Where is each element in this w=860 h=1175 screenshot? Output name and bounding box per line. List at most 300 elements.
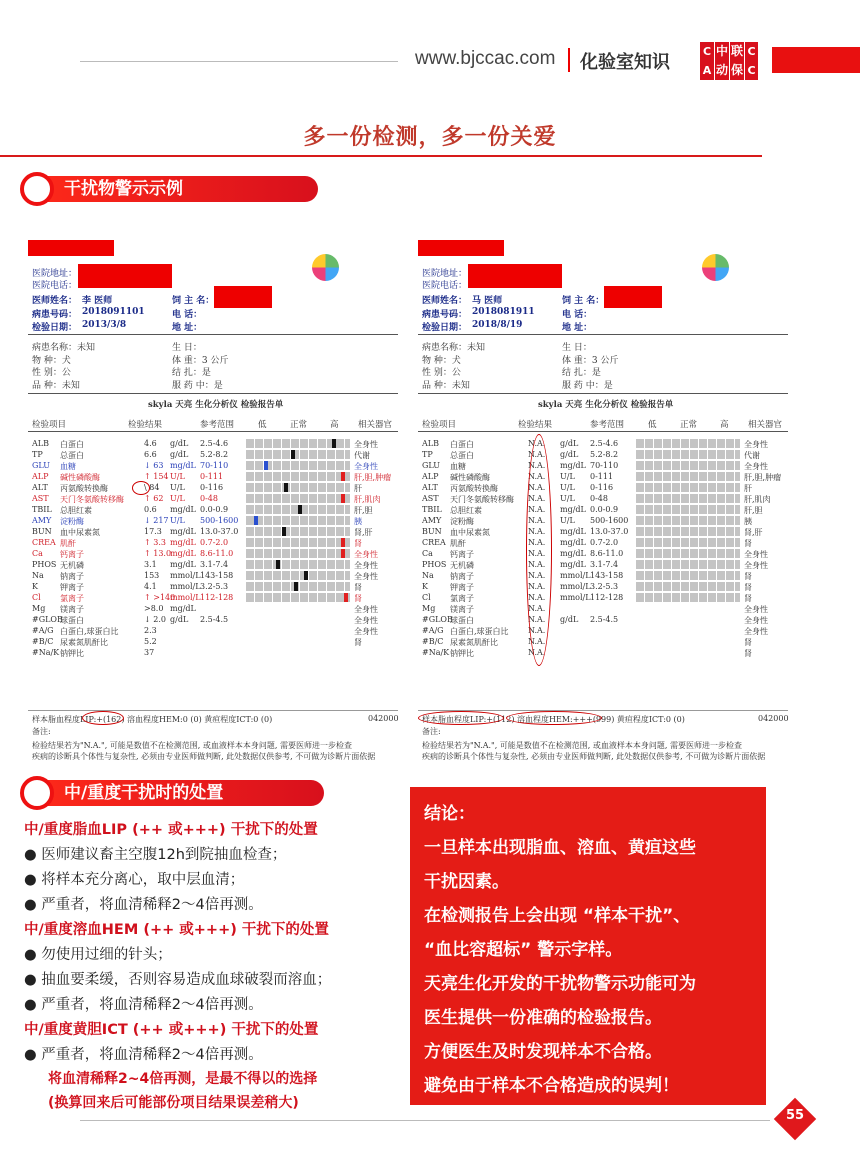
row-name: 白蛋白 [450, 440, 474, 449]
row-name: 碱性磷酸酶 [450, 473, 490, 482]
table-row [28, 439, 398, 450]
row-value: ↑ 13.0 [144, 549, 172, 558]
row-unit: g/dL [560, 450, 579, 459]
pet-info-right-1: 体 重：3 公斤 [172, 355, 229, 366]
table-row [28, 560, 398, 571]
row-organ: 代谢 [354, 451, 370, 460]
hospital-phone-label: 医院电话： [422, 281, 468, 291]
row-name: 球蛋白 [60, 616, 84, 625]
range-marker [344, 593, 348, 602]
table-row [28, 472, 398, 483]
row-value: N.A. [528, 527, 546, 536]
row-unit: mg/dL [560, 549, 586, 558]
row-name: 总胆红素 [450, 506, 482, 515]
site-url[interactable]: www.bjccac.com [415, 48, 556, 69]
cacc-logo: C 中 联 C A 动 保 C [700, 42, 758, 80]
header-rule [80, 61, 398, 62]
row-unit: g/dL [170, 615, 189, 624]
doctor-label: 医师姓名： [422, 296, 468, 306]
table-row [28, 516, 398, 527]
divider [418, 334, 788, 335]
pet-info-right-0: 生 日： [562, 343, 592, 353]
table-row [418, 527, 788, 538]
row-unit: U/L [170, 494, 185, 503]
range-marker [291, 450, 295, 459]
row-code: PHOS [422, 560, 447, 569]
conclusion-line: 方便医生及时发现样本不合格。 [424, 1042, 662, 1062]
row-ref: 500-1600 [200, 516, 239, 525]
report-title: skyla 天亮 生化分析仪 检验报告单 [538, 400, 674, 410]
row-code: PHOS [32, 560, 57, 569]
hospital-info-redacted [468, 264, 562, 288]
row-value: 37 [144, 648, 155, 657]
pet-info-2: 性 别：公 [422, 368, 461, 378]
range-bar [246, 571, 350, 580]
row-unit: mg/dL [170, 560, 196, 569]
row-code: Ca [32, 549, 43, 558]
row-ref: 112-128 [590, 593, 624, 602]
table-row [28, 538, 398, 549]
row-code: Cl [422, 593, 431, 602]
row-organ: 全身性 [354, 616, 378, 625]
treatment-ti: 中/重度脂血LIP (++ 或+++) 干扰下的处置 [24, 822, 318, 838]
col-header-0: 检验项目 [422, 420, 457, 430]
range-bar [636, 571, 740, 580]
row-unit: U/L [170, 483, 185, 492]
row-unit: g/dL [560, 615, 579, 624]
lab-name-redacted [418, 240, 504, 256]
row-unit: g/dL [560, 439, 579, 448]
range-marker [341, 472, 345, 481]
row-organ: 全身性 [354, 462, 378, 471]
row-code: #B/C [422, 637, 444, 646]
remark-label: 备注: [422, 727, 441, 736]
row-organ: 肾 [744, 649, 752, 658]
range-bar [246, 450, 350, 459]
treatment-note: 将血清稀释2~4倍再测，是最不得以的选择 [48, 1071, 318, 1087]
row-ref: 0-111 [590, 472, 614, 481]
divider [28, 710, 398, 711]
col-header-2: 参考范围 [200, 420, 235, 430]
row-ref: 500-1600 [590, 516, 629, 525]
row-organ: 全身性 [744, 605, 768, 614]
table-row [418, 648, 788, 659]
row-value: N.A. [528, 615, 546, 624]
remark-label: 备注: [32, 727, 51, 736]
range-bar [246, 560, 350, 569]
footnote-2: 疾病的诊断具个体性与复杂性, 必须由专业医师做判断, 此处数据仅供参考, 不可做为诊断片面依据 [422, 752, 766, 761]
range-marker [284, 483, 288, 492]
range-bar [636, 560, 740, 569]
pet-info-3: 品 种：未知 [422, 380, 470, 391]
row-unit: mmol/L [560, 593, 591, 602]
row-unit: U/L [560, 472, 575, 481]
row-value: N.A. [528, 593, 546, 602]
treatment-note: (换算回来后可能部份项目结果误差稍大) [48, 1095, 299, 1111]
row-value: N.A. [528, 549, 546, 558]
table-row [418, 439, 788, 450]
owner-name-redacted [604, 286, 662, 308]
row-name: 钠钾比 [60, 649, 84, 658]
row-organ: 全身性 [354, 440, 378, 449]
table-row [28, 571, 398, 582]
row-ref: 3.1-7.4 [200, 560, 229, 569]
row-value: N.A. [528, 571, 546, 580]
row-unit: mg/dL [170, 461, 196, 470]
table-row [28, 494, 398, 505]
range-marker [282, 527, 286, 536]
row-unit: mmol/L [560, 582, 591, 591]
row-ref: 70-110 [200, 461, 229, 470]
range-bar [636, 538, 740, 547]
row-code: #Na/K [422, 648, 450, 657]
table-row [28, 461, 398, 472]
row-ref: 13.0-37.0 [590, 527, 629, 536]
table-row [28, 593, 398, 604]
range-bar [636, 505, 740, 514]
range-marker [264, 461, 268, 470]
row-name: 总蛋白 [60, 451, 84, 460]
row-ref: 3.1-7.4 [590, 560, 619, 569]
row-name: 无机磷 [60, 561, 84, 570]
row-value: N.A. [528, 439, 546, 448]
row-code: K [32, 582, 38, 591]
row-ref: 3.2-5.3 [590, 582, 619, 591]
row-code: AMY [422, 516, 442, 525]
row-organ: 肝,胆,肿瘤 [744, 473, 782, 482]
table-row [28, 615, 398, 626]
conclusion-line: 天亮生化开发的干扰物警示功能可为 [424, 974, 696, 994]
date-value: 2013/3/8 [82, 320, 127, 330]
range-marker [341, 538, 345, 547]
table-row [28, 549, 398, 560]
row-organ: 肝,胆 [744, 506, 763, 515]
footnote-2: 疾病的诊断具个体性与复杂性, 必须由专业医师做判断, 此处数据仅供参考, 不可做为诊断片面依据 [32, 752, 376, 761]
row-name: 钠离子 [60, 572, 84, 581]
header-red-bar [772, 47, 860, 73]
row-ref: 112-128 [200, 593, 234, 602]
row-name: 无机磷 [450, 561, 474, 570]
row-unit: mg/dL [170, 604, 196, 613]
row-ref: 0-111 [200, 472, 224, 481]
row-organ: 肾 [354, 583, 362, 592]
section-title-interference-examples: 干扰物警示示例 [24, 176, 318, 202]
hospital-address-label: 医院地址： [422, 269, 468, 279]
row-value: N.A. [528, 516, 546, 525]
footnote-1: 检验结果若为"N.A.", 可能是数值不在检测范围, 或血液样本本身问题, 需要医师进一步检查 [32, 741, 352, 750]
row-unit: mg/dL [560, 461, 586, 470]
row-value: ↓ 2.0 [144, 615, 166, 624]
row-name: 肌酐 [60, 539, 76, 548]
table-row [418, 615, 788, 626]
row-name: 球蛋白 [450, 616, 474, 625]
range-bar [246, 538, 350, 547]
row-code: #GLOB [32, 615, 63, 624]
pet-info-0: 病患名称：未知 [422, 343, 486, 353]
pet-info-3: 品 种：未知 [32, 380, 80, 391]
treatment-bl: ● 将样本充分离心，取中层血清； [24, 868, 244, 889]
range-bar [246, 516, 350, 525]
row-value: N.A. [528, 560, 546, 569]
row-ref: 5.2-8.2 [200, 450, 229, 459]
range-marker [298, 505, 302, 514]
conclusion-line: 避免由于样本不合格造成的误判！ [424, 1076, 679, 1096]
row-ref: 5.2-8.2 [590, 450, 619, 459]
row-ref: 0-48 [590, 494, 608, 503]
row-ref: 143-158 [200, 571, 234, 580]
row-organ: 肝,肌肉 [744, 495, 771, 504]
na-column-oval [526, 434, 552, 666]
row-code: AMY [32, 516, 52, 525]
range-bar [246, 494, 350, 503]
row-value: ↑ >140 [144, 593, 176, 602]
row-value: 3.1 [144, 560, 157, 569]
col-header-4: 正常 [680, 420, 698, 430]
footnote-1: 检验结果若为"N.A.", 可能是数值不在检测范围, 或血液样本本身问题, 需要医师进一步检查 [422, 741, 742, 750]
pet-info-right-3: 服 药 中：是 [562, 380, 613, 391]
row-name: 血糖 [60, 462, 76, 471]
row-ref: 0-48 [200, 494, 218, 503]
range-bar [636, 516, 740, 525]
row-unit: mg/dL [560, 538, 586, 547]
treatment-bl: ● 严重者，将血清稀释2～4倍再测。 [24, 993, 263, 1014]
row-organ: 全身性 [354, 572, 378, 581]
row-organ: 肾 [744, 572, 752, 581]
owner-label: 饲 主 名： [562, 296, 605, 306]
row-ref: 2.5-4.5 [590, 615, 619, 624]
range-marker [341, 494, 345, 503]
row-unit: U/L [560, 483, 575, 492]
col-header-4: 正常 [290, 420, 308, 430]
row-ref: 0.7-2.0 [200, 538, 229, 547]
row-ref: 0-116 [590, 483, 614, 492]
row-unit: mmol/L [170, 582, 201, 591]
hem-highlight-oval [506, 711, 602, 725]
row-name: 钾离子 [450, 583, 474, 592]
case-value: 2018081911 [472, 307, 535, 317]
pill-circle-icon [20, 776, 54, 810]
doctor-value: 李 医师 [82, 296, 113, 306]
treatment-bl: ● 抽血要柔缓，否则容易造成血球破裂而溶血； [24, 968, 331, 989]
row-value: 2.3 [144, 626, 157, 635]
range-marker [294, 582, 298, 591]
row-code: TBIL [422, 505, 442, 514]
case-label: 病患号码： [422, 310, 468, 320]
col-header-3: 低 [648, 420, 657, 430]
row-name: 总胆红素 [60, 506, 92, 515]
row-unit: mmol/L [170, 593, 201, 602]
row-organ: 代谢 [744, 451, 760, 460]
row-code: TBIL [32, 505, 52, 514]
row-organ: 肾 [354, 638, 362, 647]
row-organ: 肝,肌肉 [354, 495, 381, 504]
row-code: #A/G [422, 626, 444, 635]
row-unit: g/dL [170, 450, 189, 459]
range-bar [246, 483, 350, 492]
row-unit: mg/dL [560, 527, 586, 536]
range-bar [246, 582, 350, 591]
row-code: #A/G [32, 626, 54, 635]
address-label: 地 址： [562, 323, 593, 333]
range-bar [636, 549, 740, 558]
page-number: 55 [785, 1108, 805, 1123]
header-separator [568, 48, 570, 72]
row-name: 镁离子 [60, 605, 84, 614]
treatment-bl: ● 严重者，将血清稀释2～4倍再测。 [24, 1043, 263, 1064]
table-row [418, 637, 788, 648]
table-row [28, 527, 398, 538]
skyla-logo-icon [702, 254, 729, 281]
row-organ: 肾 [744, 638, 752, 647]
row-name: 血中尿素氮 [60, 528, 100, 537]
row-value: \ 84 [144, 483, 160, 492]
row-ref: 3.2-5.3 [200, 582, 229, 591]
row-name: 血糖 [450, 462, 466, 471]
row-value: ↓ 63 [144, 461, 164, 470]
row-code: TP [422, 450, 433, 459]
conclusion-line: 干扰因素。 [424, 872, 509, 892]
range-bar [636, 472, 740, 481]
row-value: 4.6 [144, 439, 157, 448]
row-name: 白蛋白 [60, 440, 84, 449]
row-organ: 全身性 [744, 550, 768, 559]
range-marker [304, 571, 308, 580]
range-marker [254, 516, 258, 525]
table-row [418, 461, 788, 472]
date-label: 检验日期： [32, 323, 78, 333]
hospital-phone-label: 医院电话： [32, 281, 78, 291]
table-row [28, 483, 398, 494]
pet-info-right-0: 生 日： [172, 343, 202, 353]
row-name: 氯离子 [60, 594, 84, 603]
row-unit: mmol/L [560, 571, 591, 580]
col-header-2: 参考范围 [590, 420, 625, 430]
slogan: 多一份检测，多一份关爱 [303, 125, 557, 150]
row-ref: 8.6-11.0 [200, 549, 234, 558]
range-bar [636, 461, 740, 470]
date-value: 2018/8/19 [472, 320, 523, 330]
row-ref: 2.5-4.6 [590, 439, 619, 448]
row-organ: 全身性 [354, 627, 378, 636]
table-row [418, 604, 788, 615]
interference-summary: 样本脂血程度LIP:+(112) 溶血程度HEM:+++(999) 黄疸程度ICT:0 (0) [422, 715, 685, 724]
row-code: AST [422, 494, 439, 503]
row-code: BUN [32, 527, 52, 536]
divider [28, 431, 398, 432]
col-header-6: 相关器官 [358, 420, 393, 430]
row-code: Na [422, 571, 434, 580]
row-organ: 全身性 [354, 605, 378, 614]
row-ref: 0.0-0.9 [200, 505, 229, 514]
table-row [418, 571, 788, 582]
table-row [28, 505, 398, 516]
row-name: 钾离子 [60, 583, 84, 592]
row-name: 白蛋白,球蛋白比 [60, 627, 119, 636]
row-ref: 0.7-2.0 [590, 538, 619, 547]
row-value: N.A. [528, 538, 546, 547]
owner-label: 饲 主 名： [172, 296, 215, 306]
table-row [28, 637, 398, 648]
pet-info-right-3: 服 药 中：是 [172, 380, 223, 391]
row-name: 丙氨酸转换酶 [450, 484, 498, 493]
row-code: Ca [422, 549, 433, 558]
row-code: #GLOB [422, 615, 453, 624]
row-code: CREA [32, 538, 56, 547]
conclusion-line: “血比容超标” 警示字样。 [424, 940, 623, 960]
row-organ: 肾,肝 [354, 528, 373, 537]
col-header-0: 检验项目 [32, 420, 67, 430]
row-ref: 0.0-0.9 [590, 505, 619, 514]
phone-label: 电 话： [172, 310, 203, 320]
col-header-3: 低 [258, 420, 267, 430]
row-name: 血中尿素氮 [450, 528, 490, 537]
range-bar [246, 527, 350, 536]
row-name: 天门冬氨酸转移酶 [60, 495, 124, 504]
pet-info-right-2: 结 扎：是 [562, 368, 601, 378]
row-ref: 143-158 [590, 571, 624, 580]
row-unit: mg/dL [560, 505, 586, 514]
row-organ: 全身性 [354, 561, 378, 570]
row-code: ALP [32, 472, 49, 481]
row-organ: 全身性 [744, 627, 768, 636]
row-name: 钠钾比 [450, 649, 474, 658]
row-organ: 全身性 [744, 440, 768, 449]
range-bar [246, 549, 350, 558]
row-code: ALB [32, 439, 49, 448]
lip-highlight-oval [418, 711, 504, 725]
case-value: 2018091101 [82, 307, 145, 317]
row-name: 钙离子 [450, 550, 474, 559]
row-code: ALT [422, 483, 438, 492]
row-value: N.A. [528, 483, 546, 492]
row-code: GLU [32, 461, 51, 470]
row-value: N.A. [528, 494, 546, 503]
pet-info-1: 物 种：犬 [422, 355, 461, 366]
table-row [418, 472, 788, 483]
row-value: N.A. [528, 450, 546, 459]
treatment-ti: 中/重度黄胆ICT (++ 或+++) 干扰下的处置 [24, 1022, 319, 1038]
row-name: 氯离子 [450, 594, 474, 603]
row-organ: 肾 [744, 594, 752, 603]
range-bar [246, 461, 350, 470]
range-bar [636, 582, 740, 591]
date-label: 检验日期： [422, 323, 468, 333]
row-value: N.A. [528, 604, 546, 613]
row-code: AST [32, 494, 49, 503]
row-code: #Na/K [32, 648, 60, 657]
row-value: N.A. [528, 637, 546, 646]
divider [418, 393, 788, 394]
treatment-bl: ● 医师建议畜主空腹12h到院抽血检查； [24, 843, 286, 864]
row-unit: mg/dL [560, 560, 586, 569]
row-organ: 全身性 [354, 550, 378, 559]
row-value: ↑ 3.3 [144, 538, 166, 547]
row-ref: 2.5-4.5 [200, 615, 229, 624]
row-unit: U/L [560, 516, 575, 525]
row-unit: g/dL [170, 439, 189, 448]
skyla-logo-icon [312, 254, 339, 281]
table-row [418, 593, 788, 604]
row-unit: mg/dL [170, 549, 196, 558]
table-row [418, 560, 788, 571]
row-code: ALT [32, 483, 48, 492]
row-unit: U/L [170, 472, 185, 481]
conclusion-line: 结论： [424, 804, 475, 824]
row-unit: mg/dL [170, 505, 196, 514]
divider [28, 334, 398, 335]
row-code: CREA [422, 538, 446, 547]
table-row [418, 516, 788, 527]
